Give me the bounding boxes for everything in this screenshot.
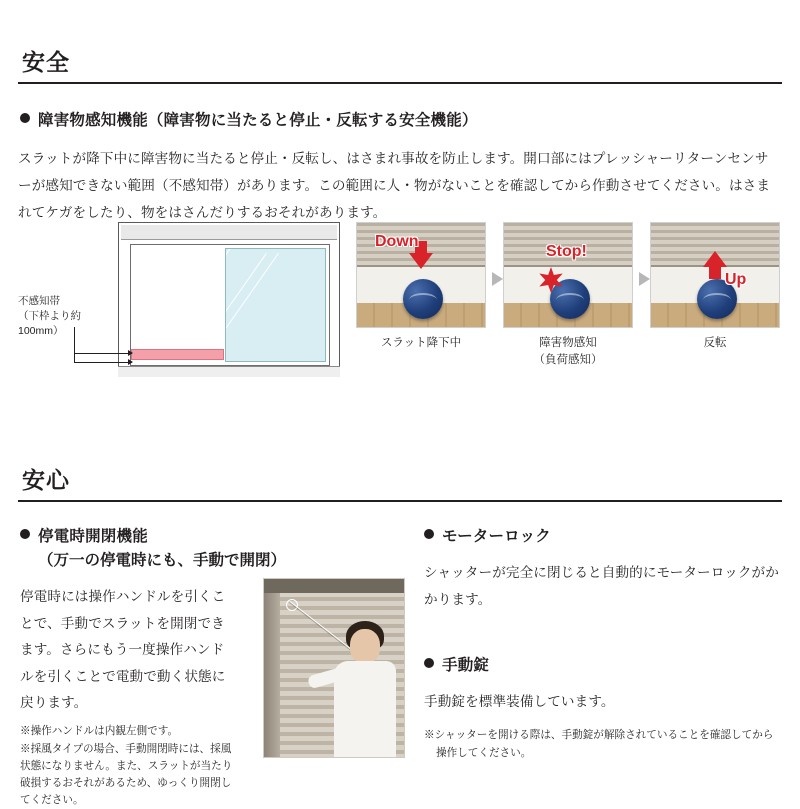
photo-obstacle-ball: [403, 279, 443, 319]
photo-panel-step-3: [650, 222, 780, 352]
block-motor-lock: [424, 524, 784, 613]
bullet-dot-icon: [20, 529, 30, 539]
bullet-subheading-power-failure: （万一の停電時にも、手動で開閉）: [38, 552, 287, 569]
photo-caption-2-line2: （負荷感知）: [533, 353, 603, 366]
bullet-dot-icon: [424, 658, 434, 668]
section-rule-safety: [18, 82, 782, 84]
photo-overlay-word-3: Up: [725, 271, 747, 288]
callout-line-1: 不感知帯: [18, 295, 60, 307]
schematic-glass-panel: [225, 248, 326, 362]
down-arrow-icon: [409, 253, 433, 269]
callout-line-2: （下枠より約100mm）: [18, 310, 81, 338]
photo-person-body: [334, 661, 396, 758]
callout-leader-line1: [74, 353, 132, 354]
photo-window-frame-left: [264, 579, 280, 757]
photo-caption-3: 反転: [703, 337, 727, 349]
callout-arrow-icon-2: [128, 359, 133, 365]
photo-shutter-descending: [356, 222, 486, 328]
manual-lock-note-line1: ※シャッターを開ける際は、手動錠が解除されていることを確認してから: [424, 728, 774, 741]
section-title-safety: 安全: [22, 49, 70, 75]
bullet-heading-label: モーターロック: [442, 528, 551, 545]
schematic-sill: [118, 366, 340, 377]
photo-person-head: [350, 629, 380, 663]
callout-leader-line2: [74, 362, 132, 363]
manual-lock-note: [424, 726, 784, 762]
anshin-right-column: [424, 524, 784, 792]
schematic-insensitive-zone-band: [131, 349, 224, 360]
bullet-heading-label: 障害物感知機能（障害物に当たると停止・反転する安全機能）: [38, 112, 478, 129]
photo-caption-1: スラット降下中: [380, 337, 462, 349]
bullet-heading-label: 手動錠: [442, 657, 490, 674]
bullet-dot-icon: [20, 113, 30, 123]
bullet-heading-obstacle-detection: [20, 108, 760, 130]
bullet-dot-icon: [424, 529, 434, 539]
photo-caption-2-line1: 障害物感知: [539, 337, 597, 349]
photo-shutter-reversing: [650, 222, 780, 328]
photo-panel-step-2: [503, 222, 633, 368]
manual-lock-note-line2: 操作してください。: [436, 746, 532, 759]
anshin-left-column: [20, 524, 390, 809]
bullet-heading-power-failure: [20, 524, 390, 546]
schematic-header-bar: [121, 225, 337, 240]
sequence-arrow-icon-2: [639, 272, 650, 286]
power-failure-note-2: ※採風タイプの場合、手動開閉時には、採風状態になりません。また、スラットが当たり破損するおそれがあるため、ゆっくり開閉してください。: [20, 743, 233, 807]
callout-text: [18, 294, 118, 340]
bullet-heading-manual-lock: [424, 653, 784, 675]
section-heading-safety: [18, 44, 782, 84]
photo-overlay-word-2: Stop!: [546, 243, 587, 260]
callout-arrow-icon-1: [128, 350, 133, 356]
motor-lock-body-text: シャッターが完全に閉じると自動的にモーターロックがかかります。: [424, 565, 779, 607]
bullet-heading-motor-lock: [424, 524, 784, 546]
power-failure-note-1: ※操作ハンドルは内観左側です。: [20, 724, 179, 737]
safety-body-text: スラットが降下中に障害物に当たると停止・反転し、はさまれ事故を防止します。開口部にはプレッシャーリターンセンサーが感知できない範囲（不感知帯）があります。この範囲に人・物がないことを確認してから作動させてください。はさまれてケガをしたり、物をはさんだりするおそれがあります。: [18, 151, 771, 221]
photo-caption-2: [503, 335, 633, 368]
section-rule-anshin: [18, 500, 782, 502]
up-arrow-stem-icon: [709, 265, 721, 279]
photo-panel-step-1: [356, 222, 486, 352]
photo-window-frame-top: [264, 579, 404, 593]
sequence-arrow-icon-1: [492, 272, 503, 286]
section-heading-anshin: [18, 462, 782, 502]
photo-shutter-stopped: [503, 222, 633, 328]
section-title-anshin: 安心: [22, 467, 70, 493]
photo-operation-handle: [263, 578, 405, 758]
bullet-heading-label: 停電時開閉機能: [38, 528, 148, 545]
photo-overlay-word-1: Down: [375, 233, 419, 250]
manual-lock-body-text: 手動錠を標準装備しています。: [424, 694, 615, 709]
shutter-schematic-diagram: [18, 222, 348, 387]
up-arrow-icon: [703, 251, 727, 267]
power-failure-body-text: 停電時には操作ハンドルを引くことで、手動でスラットを開閉できます。さらにもう一度操作ハンドルを引くことで電動で動く状態に戻ります。: [20, 589, 226, 710]
obstacle-detection-photo-sequence: [356, 222, 780, 392]
block-manual-lock: [424, 653, 784, 762]
